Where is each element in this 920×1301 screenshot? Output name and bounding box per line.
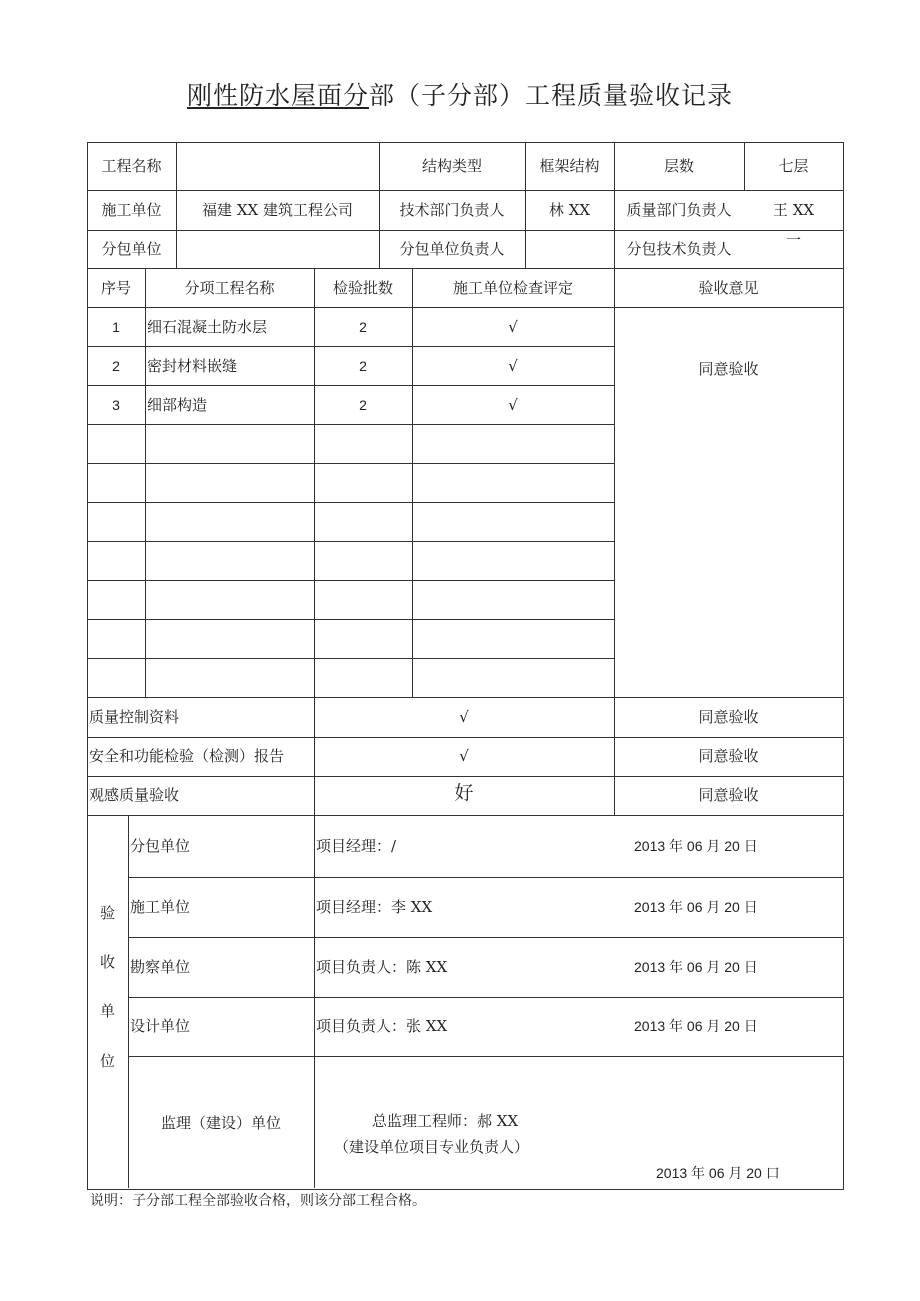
supervision-person: 总监理工程师：郝 XX xyxy=(372,1112,519,1130)
col-header-batches: 检验批数 xyxy=(332,279,393,297)
table-row-1-check: √ xyxy=(508,318,518,336)
summary-quality-docs-opinion: 同意验收 xyxy=(698,708,759,726)
summary-quality-docs-label: 质量控制资料 xyxy=(89,708,180,726)
quality-manager-value: 王 XX xyxy=(772,201,815,219)
contractor-label: 施工单位 xyxy=(101,201,162,219)
col-header-check: 施工单位检查评定 xyxy=(452,279,573,297)
table-row-3-name: 细部构造 xyxy=(147,396,208,414)
title-rest: 部（子分部）工程质量验收记录 xyxy=(369,81,734,110)
acceptance-group-char-1: 验 xyxy=(99,904,115,922)
acceptance-group-char-4: 位 xyxy=(99,1052,115,1070)
table-row-1-no: 1 xyxy=(112,319,120,335)
subcontractor-label: 分包单位 xyxy=(101,240,162,258)
table-row-3-check: √ xyxy=(508,396,518,414)
summary-appearance-check: 好 xyxy=(454,782,474,804)
acceptance-person-2: 项目经理：李 XX xyxy=(316,898,433,916)
acceptance-group-char-2: 收 xyxy=(99,953,115,971)
sub-tech-manager-label: 分包技术负责人 xyxy=(626,240,732,258)
table-row-1-batches: 2 xyxy=(359,319,367,335)
col-header-opinion: 验收意见 xyxy=(698,279,759,297)
acceptance-date-1: 2013 年 06 月 20 日 xyxy=(634,838,758,854)
acceptance-unit-4: 设计单位 xyxy=(130,1017,191,1035)
table-row-2-no: 2 xyxy=(112,358,120,374)
quality-manager-label: 质量部门负责人 xyxy=(626,201,732,219)
summary-quality-docs-check: √ xyxy=(459,708,469,726)
items-opinion: 同意验收 xyxy=(698,360,759,378)
sub-manager-label: 分包单位负责人 xyxy=(399,240,505,258)
tech-manager-value: 林 XX xyxy=(548,201,591,219)
col-header-no: 序号 xyxy=(100,279,131,297)
acceptance-date-4: 2013 年 06 月 20 日 xyxy=(634,1018,758,1034)
acceptance-unit-2: 施工单位 xyxy=(130,898,191,916)
project-name-label: 工程名称 xyxy=(101,157,162,175)
acceptance-person-4: 项目负责人：张 XX xyxy=(316,1017,448,1035)
contractor-value: 福建 XX 建筑工程公司 xyxy=(202,201,353,219)
summary-appearance-opinion: 同意验收 xyxy=(698,786,759,804)
supervision-date: 2013 年 06 月 20 口 xyxy=(656,1165,780,1181)
table-row-2-batches: 2 xyxy=(359,358,367,374)
summary-safety-report-check: √ xyxy=(459,747,469,765)
sub-tech-manager-value: 一 xyxy=(785,231,801,249)
footer-note: 说明：子分部工程全部验收合格，则该分部工程合格。 xyxy=(90,1193,426,1209)
supervision-person-note: （建设单位项目专业负责人） xyxy=(334,1138,530,1156)
structure-type-value: 框架结构 xyxy=(539,157,600,175)
col-header-name: 分项工程名称 xyxy=(184,279,275,297)
acceptance-date-3: 2013 年 06 月 20 日 xyxy=(634,959,758,975)
table-row-1-name: 细石混凝土防水层 xyxy=(147,318,268,336)
floors-label: 层数 xyxy=(663,157,694,175)
summary-safety-report-label: 安全和功能检验（检测）报告 xyxy=(89,747,285,765)
acceptance-person-1: 项目经理：/ xyxy=(316,837,397,855)
acceptance-date-2: 2013 年 06 月 20 日 xyxy=(634,899,758,915)
table-row-3-batches: 2 xyxy=(359,397,367,413)
acceptance-group-char-3: 单 xyxy=(99,1002,115,1020)
acceptance-unit-1: 分包单位 xyxy=(130,837,191,855)
tech-manager-label: 技术部门负责人 xyxy=(399,201,505,219)
floors-value: 七层 xyxy=(778,157,809,175)
structure-type-label: 结构类型 xyxy=(421,157,482,175)
summary-safety-report-opinion: 同意验收 xyxy=(698,747,759,765)
supervision-unit: 监理（建设）单位 xyxy=(160,1114,281,1132)
table-row-3-no: 3 xyxy=(112,397,120,413)
table-row-2-name: 密封材料嵌缝 xyxy=(147,357,238,375)
page-title xyxy=(0,76,920,112)
acceptance-unit-3: 勘察单位 xyxy=(130,958,191,976)
acceptance-person-3: 项目负责人：陈 XX xyxy=(316,958,448,976)
title-underlined: 刚性防水屋面分 xyxy=(186,81,369,110)
table-row-2-check: √ xyxy=(508,357,518,375)
summary-appearance-label: 观感质量验收 xyxy=(89,786,180,804)
